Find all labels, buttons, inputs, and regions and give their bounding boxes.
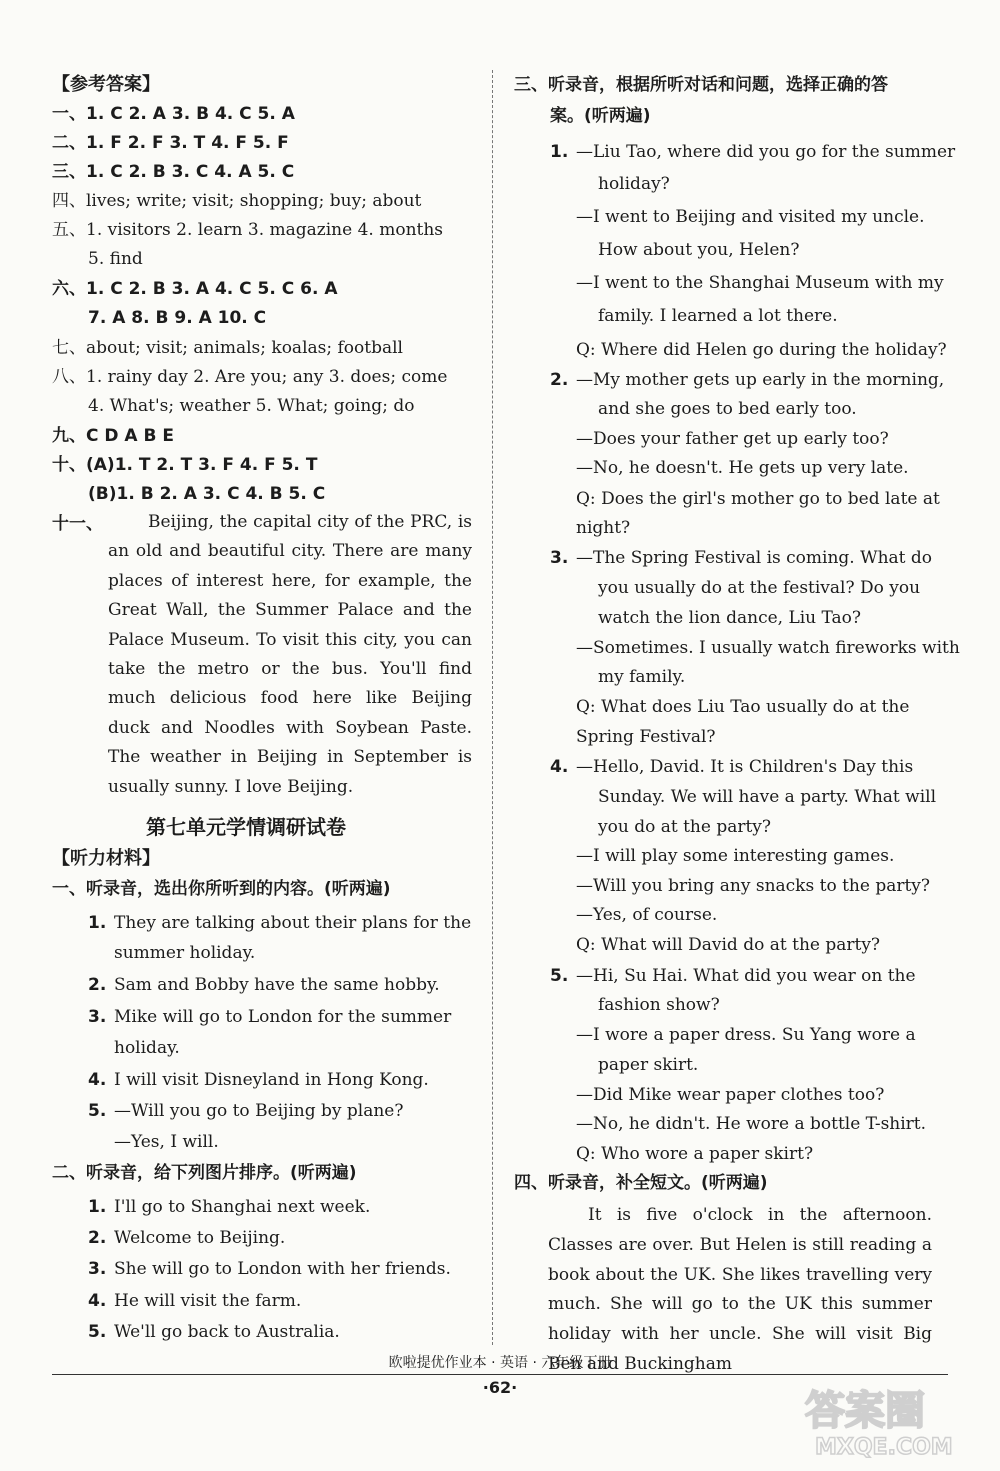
q2-line: —My mother gets up early in the morning, [576,370,945,390]
q1-num: 1. [550,142,569,162]
q5-line: fashion show? [598,995,720,1015]
section-1-heading: 一、听录音，选出你所听到的内容。(听两遍) [52,879,391,899]
footer-rule [52,1374,948,1375]
section-4-heading: 四、听录音，补全短文。(听两遍) [514,1173,768,1193]
q2-line: and she goes to bed early too. [598,399,857,419]
answer-row-5b: 5. find [88,249,143,269]
q2-question-cont: night? [576,518,631,538]
section-3-heading-1: 三、听录音，根据所听对话和问题，选择正确的答 [514,75,888,95]
answer-row-4: 四、lives; write; visit; shopping; buy; about [52,191,422,211]
q3-line: —The Spring Festival is coming. What do [576,548,933,568]
s2-item-1-text: I'll go to Shanghai next week. [114,1197,371,1217]
section-3-heading-2: 案。(听两遍) [550,106,651,126]
answer-row-10b: (B)1. B 2. A 3. C 4. B 5. C [88,484,326,504]
q1-line: holiday? [598,174,670,194]
s1-item-5-line1: —Will you go to Beijing by plane? [114,1101,404,1121]
q2-num: 2. [550,370,569,390]
answer-row-5: 五、1. visitors 2. learn 3. magazine 4. months [52,220,444,240]
q4-num: 4. [550,757,569,777]
column-divider [492,70,493,1345]
s1-item-2-num: 2. [88,975,107,995]
s1-item-4-num: 4. [88,1070,107,1090]
q5-line: paper skirt. [598,1055,699,1075]
s1-item-3-line1: Mike will go to London for the summer [114,1007,452,1027]
answer-row-8b: 4. What's; weather 5. What; going; do [88,396,415,416]
answer-row-7: 七、about; visit; animals; koalas; football [52,338,403,358]
q4-line: —I will play some interesting games. [576,846,895,866]
footer-book-title: 欧啦提优作业本 · 英语 · 六年级下册 [388,1355,612,1371]
s2-item-3-text: She will go to London with her friends. [114,1259,451,1279]
answers-heading: 【参考答案】 [52,74,160,95]
answer-row-6: 六、1. C 2. B 3. A 4. C 5. C 6. A [52,279,338,299]
q4-line: you do at the party? [598,817,772,837]
q4-line: —Hello, David. It is Children's Day this [576,757,914,777]
s2-item-4-num: 4. [88,1291,107,1311]
q4-question: Q: What will David do at the party? [576,935,881,955]
q4-line: —Will you bring any snacks to the party? [576,876,931,896]
s1-item-1-line2: summer holiday. [114,943,256,963]
watermark-url: MXQE.COM [815,1435,953,1460]
s1-item-1-line1: They are talking about their plans for the [114,913,472,933]
q5-question: Q: Who wore a paper skirt? [576,1144,814,1164]
q3-num: 3. [550,548,569,568]
s1-item-1-num: 1. [88,913,107,933]
s2-item-1-num: 1. [88,1197,107,1217]
watermark-main-text: 答案圈 [805,1388,925,1434]
q1-line: —Liu Tao, where did you go for the summer [576,142,956,162]
q4-line: Sunday. We will have a party. What will [598,787,937,807]
q3-line: my family. [598,667,686,687]
answer-row-1: 一、1. C 2. A 3. B 4. C 5. A [52,104,295,124]
q1-line: family. I learned a lot there. [598,306,838,326]
q1-question: Q: Where did Helen go during the holiday? [576,340,947,360]
q2-line: —No, he doesn't. He gets up very late. [576,458,909,478]
q5-line: —Did Mike wear paper clothes too? [576,1085,885,1105]
q3-line: you usually do at the festival? Do you [598,578,921,598]
listening-heading: 【听力材料】 [52,848,160,869]
answer-row-2: 二、1. F 2. F 3. T 4. F 5. F [52,133,289,153]
q5-line: —I wore a paper dress. Su Yang wore a [576,1025,916,1045]
q3-question: Q: What does Liu Tao usually do at the [576,697,910,717]
q3-question-cont: Spring Festival? [576,727,716,747]
s2-item-2-num: 2. [88,1228,107,1248]
s1-item-3-line2: holiday. [114,1038,180,1058]
watermark-logo [795,1380,985,1460]
answer-row-3: 三、1. C 2. B 3. C 4. A 5. C [52,162,295,182]
s2-item-5-num: 5. [88,1322,107,1342]
s1-item-5-line2: —Yes, I will. [114,1132,219,1152]
q1-line: How about you, Helen? [598,240,800,260]
q2-line: —Does your father get up early too? [576,429,889,449]
q5-num: 5. [550,966,569,986]
answer-row-9: 九、C D A B E [52,426,174,446]
answer-essay: Beijing, the capital city of the PRC, is an old and beautiful city. There are many places of interest here, for example, the Great Wall, the Summer Palace and the Palace Museum. To visit this city, you can take the metro or the bus. You'll find much delicious food here like Beijing duck and Noodles with Soybean Paste. The weather in Beijing in September is usually sunny. I love Beijing. [108,512,472,797]
answer-row-11-label: 十一、 [52,514,103,534]
s2-item-3-num: 3. [88,1259,107,1279]
s1-item-2-line1: Sam and Bobby have the same hobby. [114,975,440,995]
q5-line: —Hi, Su Hai. What did you wear on the [576,966,916,986]
s2-item-5-text: We'll go back to Australia. [114,1322,340,1342]
q5-line: —No, he didn't. He wore a bottle T-shirt. [576,1114,927,1134]
unit-title: 第七单元学情调研试卷 [146,815,346,839]
section-2-heading: 二、听录音，给下列图片排序。(听两遍) [52,1163,357,1183]
s1-item-5-num: 5. [88,1101,107,1121]
q1-line: —I went to Beijing and visited my uncle. [576,207,925,227]
s1-item-4-line1: I will visit Disneyland in Hong Kong. [114,1070,429,1090]
answer-row-6b: 7. A 8. B 9. A 10. C [88,308,267,328]
q1-line: —I went to the Shanghai Museum with my [576,273,944,293]
s1-item-3-num: 3. [88,1007,107,1027]
s2-item-4-text: He will visit the farm. [114,1291,302,1311]
s2-item-2-text: Welcome to Beijing. [114,1228,286,1248]
q3-line: watch the lion dance, Liu Tao? [598,608,862,628]
q3-line: —Sometimes. I usually watch fireworks with [576,638,960,658]
section-4-passage: It is five o'clock in the afternoon. Classes are over. But Helen is still reading a book about the UK. She likes travelling very much. She will go to the UK this summer holiday with her uncle. She will visit Big Ben and Buckingham [548,1205,932,1374]
q4-line: —Yes, of course. [576,905,718,925]
answer-row-8: 八、1. rainy day 2. Are you; any 3. does; come [52,367,448,387]
answer-row-10: 十、(A)1. T 2. T 3. F 4. F 5. T [52,455,318,475]
watermark-logo-icon [795,1380,985,1460]
page-number: ·62· [482,1378,518,1397]
q2-question: Q: Does the girl's mother go to bed late at [576,489,940,509]
